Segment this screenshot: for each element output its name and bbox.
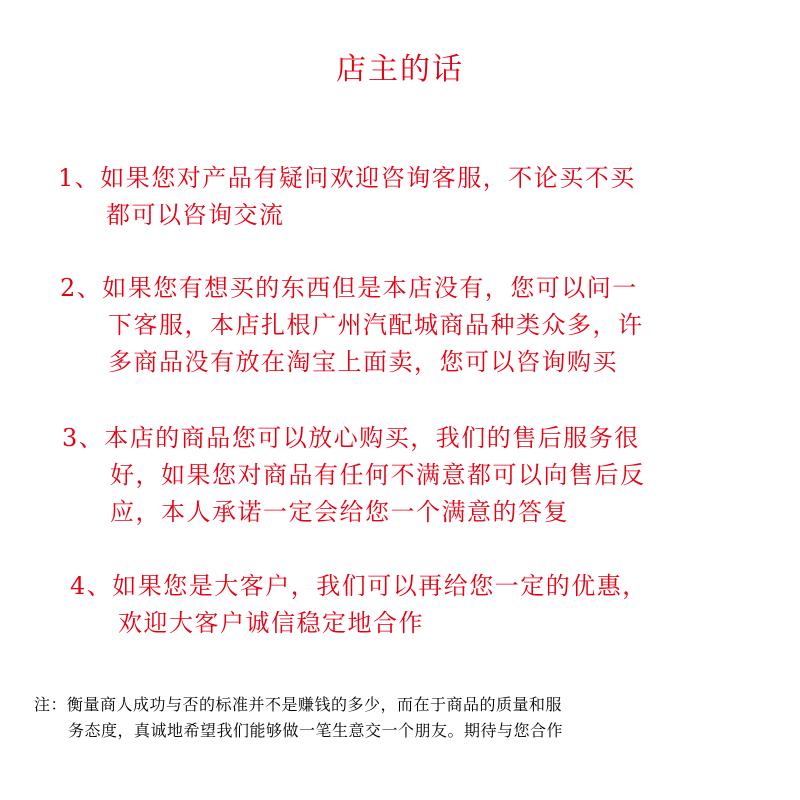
list-item-3 <box>62 420 646 531</box>
item-3-line-2: 好，如果您对商品有任何不满意都可以向售后反 <box>110 461 646 489</box>
item-4-line-1: 4、如果您是大客户，我们可以再给您一定的优惠， <box>70 572 648 600</box>
footer-note <box>34 692 563 744</box>
item-2-line-1: 2、如果您有想买的东西但是本店没有，您可以问一 <box>60 274 638 302</box>
note-line-1: 注：衡量商人成功与否的标准并不是赚钱的多少，而在于商品的质量和服 <box>34 695 563 714</box>
list-item-1 <box>58 160 636 234</box>
item-2-line-2: 下客服，本店扎根广州汽配城商品种类众多，许 <box>108 311 644 339</box>
note-line-2: 务态度，真诚地希望我们能够做一笔生意交一个朋友。期待与您合作 <box>68 721 564 740</box>
item-4-line-2: 欢迎大客户诚信稳定地合作 <box>118 609 424 637</box>
item-1-line-1: 1、如果您对产品有疑问欢迎咨询客服，不论买不买 <box>58 164 636 192</box>
item-3-line-3: 应，本人承诺一定会给您一个满意的答复 <box>110 498 569 526</box>
item-3-line-1: 3、本店的商品您可以放心购买，我们的售后服务很 <box>62 424 640 452</box>
item-2-line-3: 多商品没有放在淘宝上面卖，您可以咨询购买 <box>108 348 618 376</box>
item-1-line-2: 都可以咨询交流 <box>106 201 285 229</box>
list-item-4 <box>70 568 648 642</box>
list-item-2 <box>60 270 644 381</box>
page-title: 店主的话 <box>336 52 464 87</box>
